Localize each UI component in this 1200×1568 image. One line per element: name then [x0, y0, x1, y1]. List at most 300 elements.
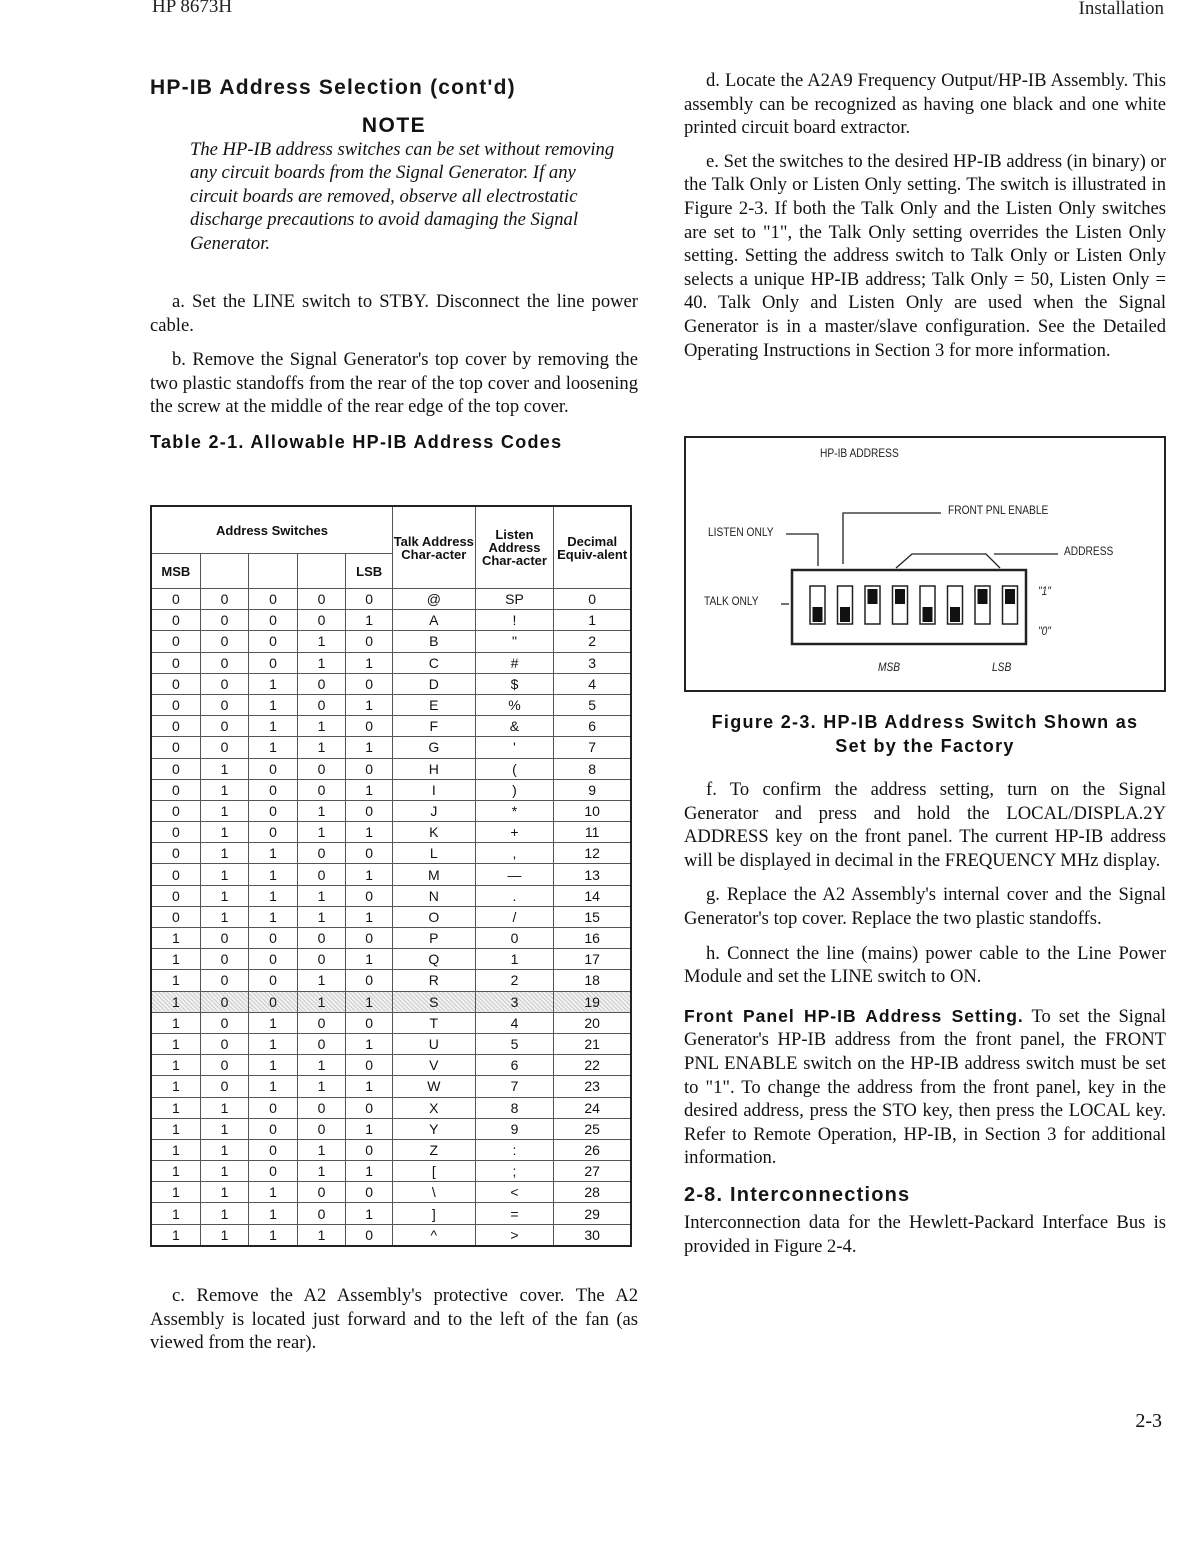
bit-1-cell: 0 [297, 610, 346, 631]
bit-msb-cell: 0 [151, 589, 200, 610]
bit-2-cell: 1 [249, 906, 298, 927]
bracket-address [896, 554, 1000, 568]
bit-2-cell: 0 [249, 949, 298, 970]
bit-lsb-cell: 1 [346, 1203, 393, 1224]
step-c-block [150, 1284, 638, 1355]
col-bit3 [200, 554, 249, 589]
right-column-top [684, 69, 1166, 362]
bit-2-cell: 0 [249, 928, 298, 949]
bit-2-cell: 1 [249, 1182, 298, 1203]
step-d: d. Locate the A2A9 Frequency Output/HP-IB Assembly. This assembly can be recognized as having one black and one white printed circuit board extractor. [684, 70, 1166, 139]
bit-lsb-cell: 0 [346, 673, 393, 694]
bit-lsb-cell: 0 [346, 758, 393, 779]
table-row [151, 800, 631, 821]
bit-1-cell: 0 [297, 1033, 346, 1054]
bit-lsb-cell: 1 [346, 1118, 393, 1139]
bit-msb-cell: 1 [151, 1012, 200, 1033]
decimal-value-cell: 1 [554, 610, 631, 631]
listen-char-cell: 6 [475, 1055, 554, 1076]
bit-2-cell: 1 [249, 1055, 298, 1076]
talk-char-cell: N [393, 885, 476, 906]
table-row [151, 991, 631, 1012]
bit-2-cell: 1 [249, 673, 298, 694]
listen-char-cell: — [475, 864, 554, 885]
col-bit1 [297, 554, 346, 589]
figure-caption: Figure 2-3. HP-IB Address Switch Shown as Set by the Factory [711, 712, 1139, 756]
bit-2-cell: 0 [249, 970, 298, 991]
listen-char-cell: 3 [475, 991, 554, 1012]
bit-3-cell: 0 [200, 1076, 249, 1097]
step-a: a. Set the LINE switch to STBY. Disconnect the line power cable. [150, 291, 638, 336]
bit-1-cell: 1 [297, 906, 346, 927]
label-front-pnl-enable: FRONT PNL ENABLE [948, 503, 1049, 517]
talk-char-cell: R [393, 970, 476, 991]
bit-3-cell: 1 [200, 906, 249, 927]
listen-char-cell: $ [475, 673, 554, 694]
bit-1-cell: 1 [297, 822, 346, 843]
bit-1-cell: 0 [297, 949, 346, 970]
bit-1-cell: 1 [297, 991, 346, 1012]
bit-lsb-cell: 1 [346, 864, 393, 885]
bit-lsb-cell: 0 [346, 631, 393, 652]
bit-2-cell: 1 [249, 1076, 298, 1097]
listen-char-cell: 5 [475, 1033, 554, 1054]
listen-char-cell: / [475, 906, 554, 927]
step-e: e. Set the switches to the desired HP-IB address (in binary) or the Talk Only or Listen Only setting. The switch is illustrated in Figure 2-3. If both the Talk Only and the Listen Only switches are set to "1", the Talk Only setting overrides the Listen Only setting. Setting the address switch to Talk Only or Listen Only selects a unique HP-IB address; Talk Only = 50, Listen Only = 40. Talk Only and Listen Only are used when the Signal Generator is in a master/slave configuration. See the Detailed Operating Instructions in Section 3 for more information. [684, 150, 1166, 361]
bit-lsb-cell: 0 [346, 885, 393, 906]
switch-toggle-address-bit-2[interactable] [950, 607, 960, 622]
col-decimal: Decimal Equiv-alent [554, 506, 631, 589]
bit-1-cell: 0 [297, 758, 346, 779]
bit-2-cell: 1 [249, 737, 298, 758]
bit-msb-cell: 1 [151, 1097, 200, 1118]
bit-2-cell: 1 [249, 1033, 298, 1054]
step-g: g. Replace the A2 Assembly's internal cover and the Signal Generator's top cover. Replace the two plastic standoffs. [684, 884, 1166, 929]
bit-lsb-cell: 1 [346, 949, 393, 970]
bit-2-cell: 0 [249, 779, 298, 800]
label-listen-only: LISTEN ONLY [708, 525, 774, 539]
label-talk-only: TALK ONLY [704, 594, 759, 608]
listen-char-cell: . [475, 885, 554, 906]
switch-toggle-talk-only[interactable] [813, 607, 823, 622]
talk-char-cell: Y [393, 1118, 476, 1139]
label-address: ADDRESS [1064, 544, 1114, 558]
running-header-model: HP 8673H [152, 0, 233, 17]
bit-2-cell: 1 [249, 694, 298, 715]
bit-2-cell: 1 [249, 843, 298, 864]
bit-lsb-cell: 0 [346, 716, 393, 737]
bit-3-cell: 0 [200, 631, 249, 652]
decimal-value-cell: 18 [554, 970, 631, 991]
talk-char-cell: S [393, 991, 476, 1012]
bit-3-cell: 0 [200, 716, 249, 737]
bit-1-cell: 0 [297, 1012, 346, 1033]
table-row [151, 779, 631, 800]
decimal-value-cell: 24 [554, 1097, 631, 1118]
decimal-value-cell: 4 [554, 673, 631, 694]
table-row [151, 610, 631, 631]
bit-lsb-cell: 0 [346, 1097, 393, 1118]
bit-msb-cell: 1 [151, 1118, 200, 1139]
decimal-value-cell: 7 [554, 737, 631, 758]
listen-char-cell: ' [475, 737, 554, 758]
talk-char-cell: \ [393, 1182, 476, 1203]
talk-char-cell: ] [393, 1203, 476, 1224]
table-row [151, 631, 631, 652]
bit-3-cell: 1 [200, 1224, 249, 1246]
bit-msb-cell: 1 [151, 928, 200, 949]
bit-1-cell: 1 [297, 1055, 346, 1076]
listen-char-cell: SP [475, 589, 554, 610]
bit-3-cell: 1 [200, 1161, 249, 1182]
talk-char-cell: Q [393, 949, 476, 970]
bit-msb-cell: 0 [151, 800, 200, 821]
table-row [151, 970, 631, 991]
bit-1-cell: 0 [297, 673, 346, 694]
bit-lsb-cell: 1 [346, 694, 393, 715]
decimal-value-cell: 25 [554, 1118, 631, 1139]
left-column [150, 76, 638, 255]
bit-msb-cell: 1 [151, 1033, 200, 1054]
listen-char-cell: 7 [475, 1076, 554, 1097]
bit-2-cell: 0 [249, 1118, 298, 1139]
bit-lsb-cell: 0 [346, 1055, 393, 1076]
listen-char-cell: 9 [475, 1118, 554, 1139]
bit-3-cell: 1 [200, 843, 249, 864]
switch-toggle-listen-only[interactable] [840, 607, 850, 622]
bit-1-cell: 0 [297, 1182, 346, 1203]
bit-lsb-cell: 0 [346, 1182, 393, 1203]
label-one: "1" [1038, 584, 1051, 598]
leader-front-pnl [843, 513, 941, 564]
talk-char-cell: F [393, 716, 476, 737]
decimal-value-cell: 2 [554, 631, 631, 652]
table-row [151, 1182, 631, 1203]
bit-lsb-cell: 0 [346, 843, 393, 864]
bit-1-cell: 1 [297, 737, 346, 758]
table-row [151, 843, 631, 864]
bit-3-cell: 0 [200, 1033, 249, 1054]
decimal-value-cell: 20 [554, 1012, 631, 1033]
bit-msb-cell: 0 [151, 610, 200, 631]
bit-1-cell: 1 [297, 1224, 346, 1246]
table-row [151, 1012, 631, 1033]
decimal-value-cell: 17 [554, 949, 631, 970]
bit-2-cell: 0 [249, 1139, 298, 1160]
listen-char-cell: 0 [475, 928, 554, 949]
bit-msb-cell: 0 [151, 673, 200, 694]
listen-char-cell: ) [475, 779, 554, 800]
bit-lsb-cell: 1 [346, 991, 393, 1012]
bit-lsb-cell: 1 [346, 906, 393, 927]
bit-msb-cell: 0 [151, 716, 200, 737]
decimal-value-cell: 3 [554, 652, 631, 673]
listen-char-cell: 2 [475, 970, 554, 991]
bit-3-cell: 1 [200, 864, 249, 885]
bit-2-cell: 1 [249, 716, 298, 737]
col-lsb: LSB [346, 554, 393, 589]
decimal-value-cell: 8 [554, 758, 631, 779]
table-row [151, 885, 631, 906]
table-row [151, 737, 631, 758]
listen-char-cell: ! [475, 610, 554, 631]
bit-3-cell: 0 [200, 1012, 249, 1033]
table-row [151, 1224, 631, 1246]
bit-1-cell: 1 [297, 716, 346, 737]
bit-msb-cell: 1 [151, 970, 200, 991]
bit-2-cell: 0 [249, 991, 298, 1012]
talk-char-cell: L [393, 843, 476, 864]
bit-3-cell: 0 [200, 970, 249, 991]
bit-msb-cell: 0 [151, 758, 200, 779]
address-codes-table [150, 505, 632, 1247]
talk-char-cell: Z [393, 1139, 476, 1160]
decimal-value-cell: 23 [554, 1076, 631, 1097]
listen-char-cell: = [475, 1203, 554, 1224]
table-row [151, 1161, 631, 1182]
front-panel-heading: Front Panel HP-IB Address Setting. [684, 1005, 1024, 1026]
decimal-value-cell: 16 [554, 928, 631, 949]
note-text: The HP-IB address switches can be set without removing any circuit boards from the Signal Generator. If any circuit boards are removed, observe all electrostatic discharge precautions to avoid damaging the Signal Generator. [190, 139, 615, 254]
note-title: NOTE [361, 114, 427, 137]
decimal-value-cell: 6 [554, 716, 631, 737]
decimal-value-cell: 11 [554, 822, 631, 843]
bit-msb-cell: 1 [151, 1076, 200, 1097]
bit-msb-cell: 1 [151, 1182, 200, 1203]
bit-msb-cell: 0 [151, 822, 200, 843]
listen-char-cell: + [475, 822, 554, 843]
bit-3-cell: 1 [200, 822, 249, 843]
talk-char-cell: V [393, 1055, 476, 1076]
front-panel-text: To set the Signal Generator's HP-IB address from the front panel, the FRONT PNL ENABLE switch on the HP-IB address switch must be set to "1". To change the address from the front panel, key in the desired address, press the STO key, then press the LOCAL key. Refer to Remote Operation, HP-IB, in Section 3 for additional information. [684, 1005, 1166, 1169]
table-row [151, 1118, 631, 1139]
bit-3-cell: 0 [200, 928, 249, 949]
bit-msb-cell: 1 [151, 991, 200, 1012]
table-row [151, 758, 631, 779]
table-caption: Table 2-1. Allowable HP-IB Address Codes [150, 431, 563, 452]
bit-3-cell: 0 [200, 1055, 249, 1076]
bit-msb-cell: 1 [151, 1161, 200, 1182]
bit-1-cell: 0 [297, 843, 346, 864]
bit-lsb-cell: 1 [346, 652, 393, 673]
listen-char-cell: 1 [475, 949, 554, 970]
bit-msb-cell: 1 [151, 1055, 200, 1076]
steps-a-b [150, 290, 638, 453]
label-lsb: LSB [992, 660, 1012, 674]
listen-char-cell: * [475, 800, 554, 821]
bit-2-cell: 0 [249, 1097, 298, 1118]
listen-char-cell: 8 [475, 1097, 554, 1118]
bit-msb-cell: 0 [151, 694, 200, 715]
bit-3-cell: 1 [200, 779, 249, 800]
decimal-value-cell: 28 [554, 1182, 631, 1203]
decimal-value-cell: 15 [554, 906, 631, 927]
talk-char-cell: [ [393, 1161, 476, 1182]
bit-msb-cell: 0 [151, 906, 200, 927]
switch-toggle-address-bit-lsb[interactable] [1005, 589, 1015, 604]
section-title: HP-IB Address Selection (cont'd) [150, 76, 516, 99]
talk-char-cell: P [393, 928, 476, 949]
bit-lsb-cell: 0 [346, 1224, 393, 1246]
bit-1-cell: 1 [297, 970, 346, 991]
decimal-value-cell: 12 [554, 843, 631, 864]
listen-char-cell: 4 [475, 1012, 554, 1033]
table-row [151, 1055, 631, 1076]
bit-lsb-cell: 0 [346, 589, 393, 610]
talk-char-cell: U [393, 1033, 476, 1054]
bit-1-cell: 0 [297, 1118, 346, 1139]
bit-3-cell: 1 [200, 1097, 249, 1118]
table-row [151, 1033, 631, 1054]
bit-lsb-cell: 0 [346, 1012, 393, 1033]
bit-2-cell: 1 [249, 1012, 298, 1033]
bit-3-cell: 0 [200, 652, 249, 673]
decimal-value-cell: 21 [554, 1033, 631, 1054]
switch-toggle-address-bit-1[interactable] [978, 589, 988, 604]
bit-3-cell: 1 [200, 1139, 249, 1160]
table-row [151, 716, 631, 737]
decimal-value-cell: 19 [554, 991, 631, 1012]
bit-lsb-cell: 1 [346, 610, 393, 631]
bit-lsb-cell: 0 [346, 970, 393, 991]
decimal-value-cell: 29 [554, 1203, 631, 1224]
bit-3-cell: 1 [200, 1203, 249, 1224]
table-row [151, 1097, 631, 1118]
bit-2-cell: 1 [249, 885, 298, 906]
bit-3-cell: 0 [200, 694, 249, 715]
bit-1-cell: 1 [297, 631, 346, 652]
col-bit2 [249, 554, 298, 589]
bit-lsb-cell: 1 [346, 1033, 393, 1054]
bit-2-cell: 1 [249, 1224, 298, 1246]
listen-char-cell: % [475, 694, 554, 715]
label-zero: "0" [1038, 624, 1051, 638]
bit-lsb-cell: 0 [346, 1139, 393, 1160]
bit-2-cell: 0 [249, 589, 298, 610]
col-talk: Talk Address Char-acter [393, 506, 476, 589]
table-row [151, 949, 631, 970]
table-body [151, 589, 631, 1246]
dip-switch-drawing [686, 438, 1164, 690]
decimal-value-cell: 5 [554, 694, 631, 715]
right-column-mid [684, 710, 1166, 1258]
step-h: h. Connect the line (mains) power cable to the Line Power Module and set the LINE switch to ON. [684, 942, 1166, 988]
talk-char-cell: I [393, 779, 476, 800]
bit-3-cell: 1 [200, 758, 249, 779]
table-row [151, 1139, 631, 1160]
bit-lsb-cell: 0 [346, 800, 393, 821]
bit-2-cell: 0 [249, 610, 298, 631]
decimal-value-cell: 9 [554, 779, 631, 800]
bit-msb-cell: 0 [151, 864, 200, 885]
table-row [151, 694, 631, 715]
bit-msb-cell: 0 [151, 652, 200, 673]
bit-2-cell: 0 [249, 758, 298, 779]
front-panel-paragraph [684, 1005, 1166, 1170]
bit-1-cell: 0 [297, 1203, 346, 1224]
bit-1-cell: 0 [297, 694, 346, 715]
talk-char-cell: M [393, 864, 476, 885]
switch-toggle-front-pnl-enable[interactable] [868, 589, 878, 604]
talk-char-cell: O [393, 906, 476, 927]
bit-lsb-cell: 1 [346, 737, 393, 758]
talk-char-cell: B [393, 631, 476, 652]
bit-1-cell: 0 [297, 779, 346, 800]
bit-1-cell: 0 [297, 864, 346, 885]
bit-2-cell: 0 [249, 822, 298, 843]
decimal-value-cell: 10 [554, 800, 631, 821]
bit-msb-cell: 0 [151, 779, 200, 800]
bit-3-cell: 0 [200, 610, 249, 631]
bit-1-cell: 0 [297, 928, 346, 949]
talk-char-cell: H [393, 758, 476, 779]
decimal-value-cell: 27 [554, 1161, 631, 1182]
step-b: b. Remove the Signal Generator's top cover by removing the two plastic standoffs from the rear of the top cover and loosening the screw at the middle of the rear edge of the top cover. [150, 349, 638, 418]
bit-1-cell: 0 [297, 1097, 346, 1118]
decimal-value-cell: 22 [554, 1055, 631, 1076]
decimal-value-cell: 14 [554, 885, 631, 906]
interconnect-heading: 2-8. Interconnections [684, 1183, 911, 1206]
table-row [151, 589, 631, 610]
talk-char-cell: C [393, 652, 476, 673]
decimal-value-cell: 26 [554, 1139, 631, 1160]
table-row [151, 1203, 631, 1224]
switch-body [792, 570, 1026, 644]
talk-char-cell: K [393, 822, 476, 843]
bit-msb-cell: 1 [151, 949, 200, 970]
table-row [151, 822, 631, 843]
figure-title: HP-IB ADDRESS [820, 446, 899, 460]
listen-char-cell: ( [475, 758, 554, 779]
table-row [151, 673, 631, 694]
bit-3-cell: 0 [200, 949, 249, 970]
listen-char-cell: , [475, 843, 554, 864]
talk-char-cell: ^ [393, 1224, 476, 1246]
col-listen: Listen Address Char-acter [475, 506, 554, 589]
table-row [151, 928, 631, 949]
decimal-value-cell: 30 [554, 1224, 631, 1246]
talk-char-cell: A [393, 610, 476, 631]
bit-3-cell: 1 [200, 800, 249, 821]
leader-listen-only [786, 534, 818, 566]
talk-char-cell: G [393, 737, 476, 758]
bit-1-cell: 1 [297, 885, 346, 906]
table-row [151, 652, 631, 673]
bit-3-cell: 0 [200, 589, 249, 610]
bit-msb-cell: 1 [151, 1203, 200, 1224]
listen-char-cell: > [475, 1224, 554, 1246]
bit-2-cell: 0 [249, 800, 298, 821]
listen-char-cell: ; [475, 1161, 554, 1182]
switch-toggle-address-bit-3[interactable] [923, 607, 933, 622]
bit-lsb-cell: 1 [346, 1161, 393, 1182]
bit-3-cell: 0 [200, 991, 249, 1012]
switch-toggle-address-bit-msb[interactable] [895, 589, 905, 604]
bit-1-cell: 1 [297, 1161, 346, 1182]
bit-3-cell: 1 [200, 1118, 249, 1139]
bit-msb-cell: 0 [151, 737, 200, 758]
talk-char-cell: D [393, 673, 476, 694]
bit-msb-cell: 1 [151, 1139, 200, 1160]
bit-lsb-cell: 1 [346, 779, 393, 800]
bit-3-cell: 1 [200, 1182, 249, 1203]
page-number: 2-3 [1135, 1410, 1162, 1432]
decimal-value-cell: 0 [554, 589, 631, 610]
bit-1-cell: 1 [297, 1139, 346, 1160]
talk-char-cell: E [393, 694, 476, 715]
step-c: c. Remove the A2 Assembly's protective cover. The A2 Assembly is located just forward and to the left of the fan (as viewed from the rear). [150, 1285, 638, 1354]
talk-char-cell: T [393, 1012, 476, 1033]
